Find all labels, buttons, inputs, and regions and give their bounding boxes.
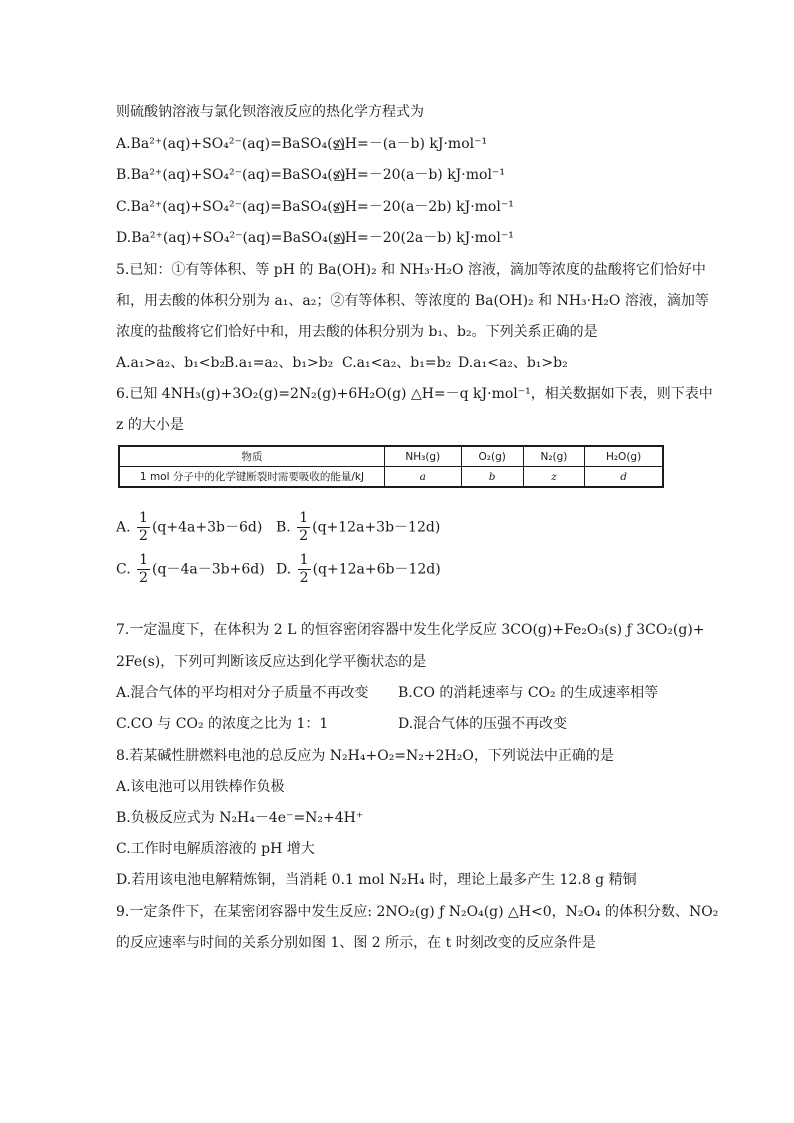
fraction-denominator: 2	[299, 528, 309, 544]
q4-option-d[interactable]	[116, 228, 514, 248]
option-label: B.	[276, 519, 291, 536]
q4-option-a[interactable]	[116, 134, 488, 154]
fraction	[137, 552, 150, 587]
q5-option-d[interactable]: D.a₁<a₂、b₁>b₂	[458, 355, 568, 371]
q7-option-c[interactable]: C.CO 与 CO₂ 的浓度之比为 1：1	[116, 716, 329, 732]
table-cell: z	[523, 467, 584, 488]
option-label: B.	[116, 167, 131, 183]
q5-stem-line-1: 5.已知：①有等体积、等 pH 的 Ba(OH)₂ 和 NH₃·H₂O 溶液，滴加等浓度的盐酸将它们恰好中	[116, 262, 706, 278]
option-expression: (q－4a－3b+6d)	[152, 561, 265, 578]
fraction-numerator: 1	[299, 552, 309, 568]
fraction	[297, 510, 310, 545]
option-enthalpy: △H=－20(a－2b) kJ·mol⁻¹	[334, 199, 514, 215]
q6-option-b[interactable]	[276, 510, 440, 545]
bond-energy-table	[118, 445, 664, 488]
q5-option-a[interactable]: A.a₁>a₂、b₁<b₂	[116, 355, 226, 371]
table-header-row	[119, 446, 663, 467]
q8-option-d[interactable]: D.若用该电池电解精炼铜，当消耗 0.1 mol N₂H₄ 时，理论上最多产生 12.8 g 精铜	[116, 872, 637, 888]
fraction-numerator: 1	[299, 510, 309, 526]
q8-option-c[interactable]: C.工作时电解质溶液的 pH 增大	[116, 841, 315, 857]
option-enthalpy: △H=－20(2a－b) kJ·mol⁻¹	[334, 230, 514, 246]
option-enthalpy: △H=－(a－b) kJ·mol⁻¹	[334, 136, 488, 152]
fraction-denominator: 2	[139, 528, 148, 544]
q4-option-c[interactable]	[116, 197, 514, 217]
fraction	[137, 510, 150, 545]
q5-stem-line-3: 浓度的盐酸将它们恰好中和，用去酸的体积分别为 b₁、b₂。下列关系正确的是	[116, 324, 598, 340]
table-cell: a	[385, 467, 462, 488]
option-label: C.	[116, 561, 131, 578]
option-label: A.	[116, 519, 131, 536]
table-header: N₂(g)	[523, 446, 584, 467]
q6-option-c[interactable]	[116, 552, 265, 587]
fraction	[298, 552, 311, 587]
fraction-numerator: 1	[139, 510, 148, 526]
q5-stem-line-2: 和，用去酸的体积分别为 a₁、a₂；②有等体积、等浓度的 Ba(OH)₂ 和 NH₃·H₂O 溶液，滴加等	[116, 293, 709, 309]
table-header: 物质	[119, 446, 385, 467]
option-equation: Ba²⁺(aq)+SO₄²⁻(aq)=BaSO₄(s)	[130, 199, 346, 215]
q9-stem-line-1: 9.一定条件下，在某密闭容器中发生反应: 2NO₂(g) ƒ N₂O₄(g) △H<0，N₂O₄ 的体积分数、NO₂	[116, 904, 719, 920]
table-row-label: 1 mol 分子中的化学键断裂时需要吸收的能量/kJ	[119, 467, 385, 488]
q9-stem-line-2: 的反应速率与时间的关系分别如图 1、图 2 所示，在 t 时刻改变的反应条件是	[116, 935, 596, 951]
q5-option-b[interactable]: B.a₁=a₂、b₁>b₂	[224, 355, 334, 371]
option-label: C.	[116, 199, 131, 215]
q8-option-a[interactable]: A.该电池可以用铁棒作负极	[116, 779, 285, 795]
option-label: D.	[276, 561, 292, 578]
fraction-denominator: 2	[299, 570, 309, 586]
q5-option-c[interactable]: C.a₁<a₂、b₁=b₂	[342, 355, 452, 371]
fraction-denominator: 2	[139, 570, 149, 586]
option-enthalpy: △H=－20(a－b) kJ·mol⁻¹	[334, 167, 505, 183]
option-equation: Ba²⁺(aq)+SO₄²⁻(aq)=BaSO₄(s)	[131, 230, 346, 246]
q6-option-d[interactable]	[276, 552, 441, 587]
q7-option-d[interactable]: D.混合气体的压强不再改变	[398, 716, 568, 732]
q6-option-a[interactable]	[116, 510, 262, 545]
option-label: D.	[116, 230, 132, 246]
table-header: NH₃(g)	[385, 446, 462, 467]
table-row	[119, 467, 663, 488]
q8-option-b[interactable]: B.负极反应式为 N₂H₄－4e⁻=N₂+4H⁺	[116, 810, 364, 826]
option-expression: (q+12a+6b－12d)	[312, 561, 441, 578]
q7-stem-line-2: 2Fe(s)，下列可判断该反应达到化学平衡状态的是	[116, 654, 427, 670]
q7-option-b[interactable]: B.CO 的消耗速率与 CO₂ 的生成速率相等	[398, 685, 659, 701]
option-equation: Ba²⁺(aq)+SO₄²⁻(aq)=BaSO₄(s)	[130, 136, 346, 152]
q7-stem-line-1: 7.一定温度下，在体积为 2 L 的恒容密闭容器中发生化学反应 3CO(g)+Fe₂O₃(s) ƒ 3CO₂(g)+	[116, 622, 705, 638]
table-cell: b	[461, 467, 523, 488]
fraction-numerator: 1	[139, 552, 149, 568]
q6-stem-line-1: 6.已知 4NH₃(g)+3O₂(g)=2N₂(g)+6H₂O(g) △H=－q kJ·mol⁻¹，相关数据如下表，则下表中	[116, 386, 713, 402]
q7-option-a[interactable]: A.混合气体的平均相对分子质量不再改变	[116, 685, 369, 701]
q4-option-b[interactable]	[116, 165, 505, 185]
option-expression: (q+12a+3b－12d)	[312, 519, 441, 536]
table-header: O₂(g)	[461, 446, 523, 467]
intro-text: 则硫酸钠溶液与氯化钡溶液反应的热化学方程式为	[116, 104, 424, 120]
option-label: A.	[116, 136, 131, 152]
q8-stem: 8.若某碱性肼燃料电池的总反应为 N₂H₄+O₂=N₂+2H₂O，下列说法中正确的是	[116, 748, 614, 764]
option-expression: (q+4a+3b－6d)	[151, 519, 263, 536]
option-equation: Ba²⁺(aq)+SO₄²⁻(aq)=BaSO₄(s)	[130, 167, 346, 183]
q6-stem-line-2: z 的大小是	[116, 417, 184, 433]
table-cell: d	[585, 467, 663, 488]
table-header: H₂O(g)	[585, 446, 663, 467]
